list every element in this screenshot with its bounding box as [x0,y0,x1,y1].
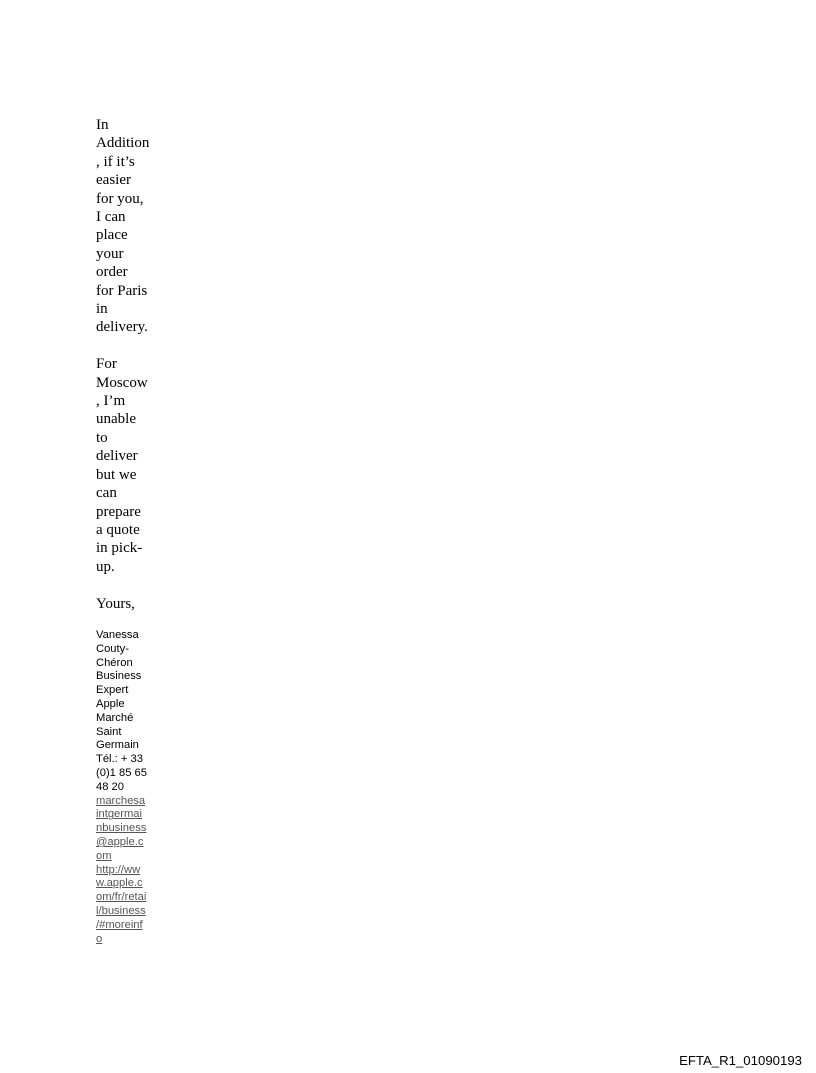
email-signature [96,629,156,946]
paragraph-spacer [96,337,156,355]
signature-phone: Tél.: + 33 (0)1 85 65 48 20 [96,753,147,793]
signature-store: Apple Marché Saint Germain [96,697,139,752]
signature-website-link[interactable]: http://ww w.apple.c om/fr/retai l/business /#moreinf o [96,863,147,945]
message-body [96,116,156,613]
paragraph-moscow-pickup: For Moscow , I’m unable to deliver but we can prepare a quote in pick- up. [96,356,148,575]
signature-name: Vanessa Couty- Chéron [96,629,139,669]
document-id: EFTA_R1_01090193 [679,1053,802,1068]
signature-email-link[interactable]: marchesa intgermai nbusiness @apple.c om [96,794,147,862]
signature-title: Business Expert [96,670,142,697]
closing-salutation: Yours, [96,595,135,612]
paragraph-spacer [96,576,156,594]
paragraph-paris-delivery: In Addition , if it’s easier for you, I can place your order for Paris in delivery. [96,117,150,336]
